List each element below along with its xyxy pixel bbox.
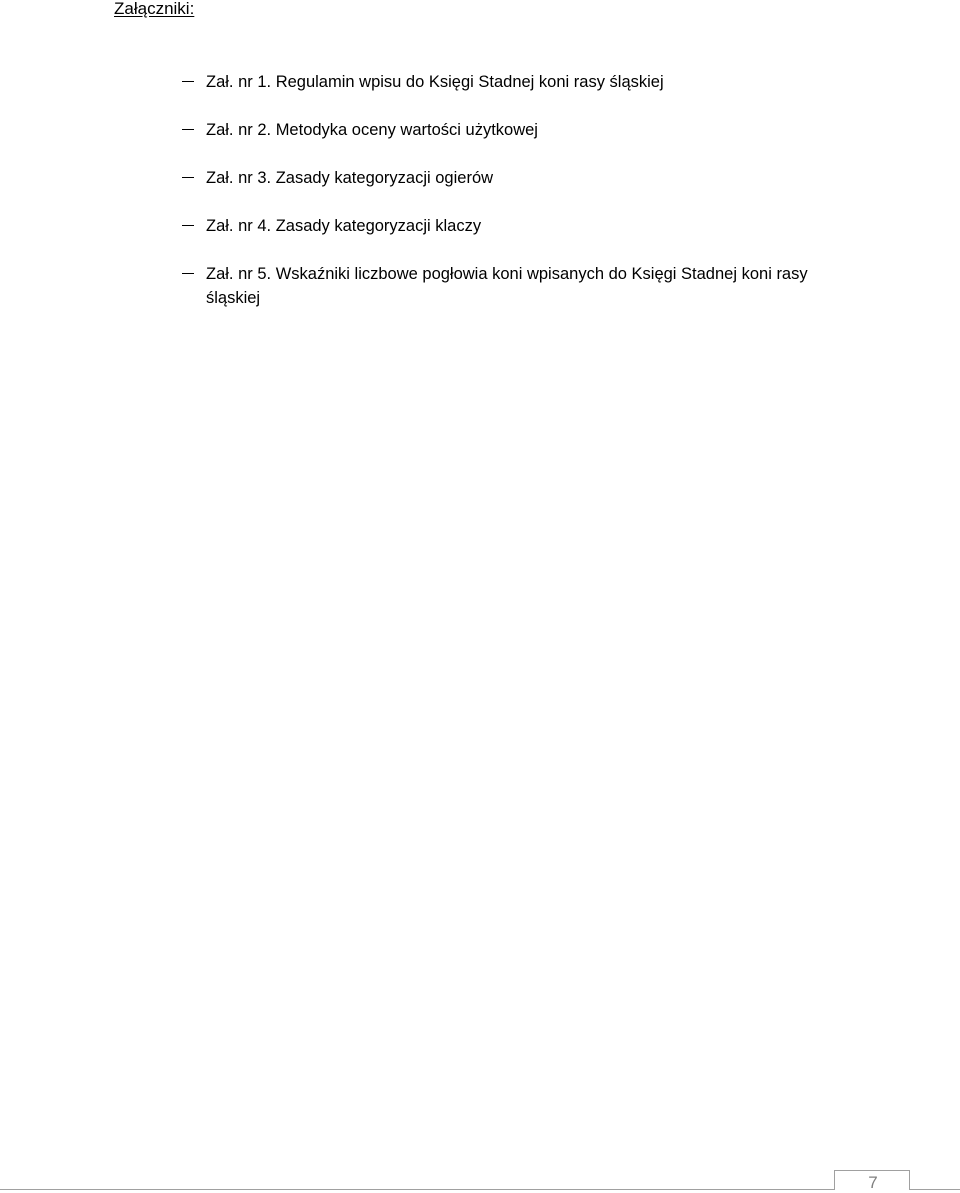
attachment-label: Zał. nr 1. Regulamin wpisu do Księgi Stadnej koni rasy śląskiej bbox=[206, 73, 664, 91]
attachments-heading: Załączniki: bbox=[114, 0, 195, 18]
page-number: 7 bbox=[868, 1173, 878, 1192]
list-item bbox=[182, 70, 842, 94]
dash-bullet-icon bbox=[182, 81, 194, 82]
dash-bullet-icon bbox=[182, 129, 194, 130]
list-item bbox=[182, 262, 842, 310]
page-number-box bbox=[834, 1170, 910, 1190]
list-item bbox=[182, 214, 842, 238]
attachment-label: Zał. nr 5. Wskaźniki liczbowe pogłowia koni wpisanych do Księgi Stadnej koni rasy śląskiej bbox=[206, 265, 808, 307]
attachment-label: Zał. nr 3. Zasady kategoryzacji ogierów bbox=[206, 169, 494, 187]
dash-bullet-icon bbox=[182, 225, 194, 226]
attachment-list bbox=[182, 70, 842, 310]
dash-bullet-icon bbox=[182, 273, 194, 274]
list-item bbox=[182, 118, 842, 142]
attachment-label: Zał. nr 4. Zasady kategoryzacji klaczy bbox=[206, 217, 482, 235]
footer-divider bbox=[0, 1189, 960, 1190]
attachment-label: Zał. nr 2. Metodyka oceny wartości użytkowej bbox=[206, 121, 538, 139]
list-item bbox=[182, 166, 842, 190]
dash-bullet-icon bbox=[182, 177, 194, 178]
